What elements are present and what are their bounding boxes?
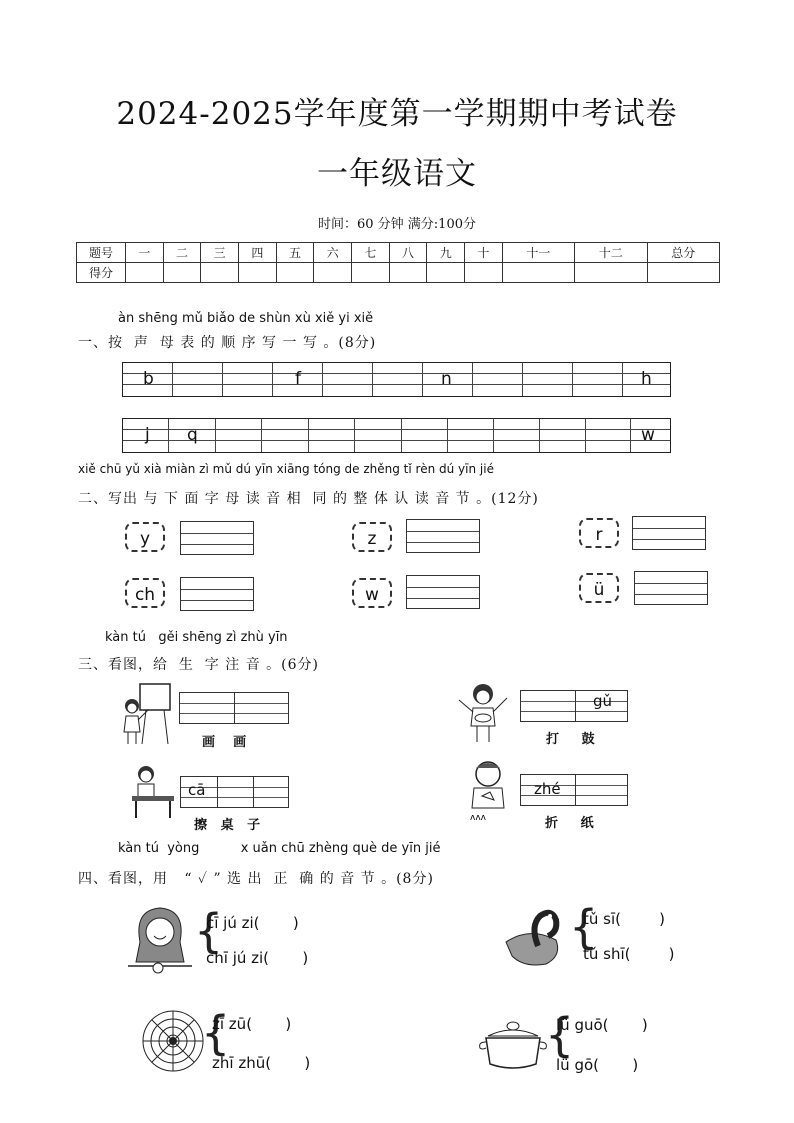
answer-box[interactable] <box>406 575 480 609</box>
pinyin-grid[interactable] <box>180 776 289 808</box>
q1-pinyin: àn shēng mǔ biǎo de shùn xù xiě yi xiě <box>118 311 374 326</box>
option-1[interactable]: cī jú zi( ) <box>206 914 299 932</box>
time-info: 时间：60 分钟 满分:100分 <box>318 217 476 232</box>
option-2[interactable]: lǚ gō( ) <box>556 1056 639 1074</box>
option-2[interactable]: tǔ shī( ) <box>583 945 675 963</box>
table-cell: 九 <box>427 243 465 263</box>
score-input-cell[interactable] <box>163 263 201 283</box>
score-input-cell[interactable] <box>427 263 465 283</box>
q3-title: 三、看图，给 生 字 注 音 。(6分) <box>78 657 319 673</box>
table-cell: 五 <box>276 243 314 263</box>
letter: f <box>295 369 301 389</box>
score-input-cell[interactable] <box>239 263 277 283</box>
score-input-cell[interactable] <box>126 263 164 283</box>
girl-drumming-illustration <box>455 680 511 744</box>
q2-pinyin: xiě chū yǔ xià miàn zì mǔ dú yīn xiāng tóng de zhěng tǐ rèn dú yīn jié <box>78 462 494 476</box>
svg-text:ʌʌʌ: ʌʌʌ <box>470 813 486 822</box>
pinyin-grid[interactable] <box>179 692 289 724</box>
letter-badge-u-umlaut: ü <box>579 573 619 603</box>
table-cell: 得分 <box>77 263 126 283</box>
letter-badge-w: w <box>352 578 392 608</box>
score-input-cell[interactable] <box>352 263 390 283</box>
option-2[interactable]: zhī zhū( ) <box>212 1054 311 1072</box>
caption: 折 纸 <box>545 816 594 831</box>
table-cell: 六 <box>314 243 352 263</box>
letter-badge-r: r <box>579 518 619 548</box>
caption: 画 画 <box>202 735 247 750</box>
letter-badge-z: z <box>352 522 392 552</box>
table-cell: 四 <box>239 243 277 263</box>
score-input-cell[interactable] <box>465 263 503 283</box>
q4-pinyin: kàn tú yòng x uǎn chū zhèng què de yīn jié <box>118 841 441 856</box>
snake-illustration <box>500 906 570 970</box>
score-input-cell[interactable] <box>389 263 427 283</box>
option-1[interactable]: lǚ guō( ) <box>556 1016 648 1034</box>
table-cell: 总分 <box>647 243 719 263</box>
option-1[interactable]: tǔ sī( ) <box>583 910 665 928</box>
caption: 擦 桌 子 <box>194 818 261 833</box>
score-input-cell[interactable] <box>276 263 314 283</box>
q4-title: 四、看图，用 “ ✓ ” 选 出 正 确 的 音 节 。(8分) <box>78 871 434 887</box>
table-cell: 八 <box>389 243 427 263</box>
q3-pinyin: kàn tú gěi shēng zì zhù yīn <box>105 630 288 645</box>
table-cell: 十一 <box>502 243 574 263</box>
answer-box[interactable] <box>632 516 706 550</box>
answer-box[interactable] <box>406 519 480 553</box>
score-input-cell[interactable] <box>575 263 647 283</box>
answer-box[interactable] <box>634 571 708 605</box>
brace: { <box>569 900 599 954</box>
q1-title: 一、按 声 母 表 的 顺 序 写 一 写 。(8分) <box>78 335 377 351</box>
pinyin-grid[interactable] <box>520 690 628 722</box>
option-1[interactable]: zī zū( ) <box>212 1015 292 1033</box>
boy-folding-paper-illustration <box>464 758 514 822</box>
letter: j <box>145 425 150 445</box>
score-table-header-row <box>77 243 720 263</box>
pinyin-hint: cā <box>188 781 206 799</box>
q2-title: 二、写出 与 下 面 字 母 读 音 相 同 的 整 体 认 读 音 节 。(12分) <box>78 491 539 507</box>
table-cell: 七 <box>352 243 390 263</box>
q1-writing-row-2[interactable] <box>122 418 671 453</box>
table-cell: 一 <box>126 243 164 263</box>
score-input-cell[interactable] <box>502 263 574 283</box>
exam-title: 2024-2025学年度第一学期期中考试卷 <box>116 96 678 132</box>
exam-subtitle: 一年级语文 <box>317 156 477 192</box>
caption: 打 鼓 <box>546 732 595 747</box>
table-cell: 十 <box>465 243 503 263</box>
score-table <box>76 242 720 283</box>
letter: h <box>641 369 652 389</box>
letter-badge-y: y <box>125 522 165 552</box>
pinyin-hint: gǔ <box>593 692 613 710</box>
option-2[interactable]: chī jú zi( ) <box>206 949 309 967</box>
girl-painting-illustration <box>118 680 176 746</box>
answer-box[interactable] <box>180 521 254 555</box>
brace: { <box>194 904 224 958</box>
brace: { <box>201 1006 231 1060</box>
pinyin-hint: zhé <box>534 780 561 798</box>
spider-web-illustration <box>140 1008 206 1074</box>
table-cell: 十二 <box>575 243 647 263</box>
letter: n <box>441 369 452 389</box>
girl-wiping-table-illustration <box>128 764 176 820</box>
pinyin-grid[interactable] <box>520 774 628 806</box>
score-input-cell[interactable] <box>647 263 719 283</box>
pot-illustration <box>476 1018 550 1072</box>
score-input-cell[interactable] <box>314 263 352 283</box>
score-input-cell[interactable] <box>201 263 239 283</box>
table-cell: 题号 <box>77 243 126 263</box>
girl-eating-orange-illustration <box>124 902 196 974</box>
letter: q <box>187 425 198 445</box>
brace: { <box>545 1008 575 1062</box>
table-cell: 二 <box>163 243 201 263</box>
table-cell: 三 <box>201 243 239 263</box>
score-table-score-row <box>77 263 720 283</box>
letter: b <box>143 369 154 389</box>
answer-box[interactable] <box>180 577 254 611</box>
letter-badge-ch: ch <box>125 578 165 608</box>
letter: w <box>641 425 655 445</box>
q1-writing-row-1[interactable] <box>122 362 671 397</box>
